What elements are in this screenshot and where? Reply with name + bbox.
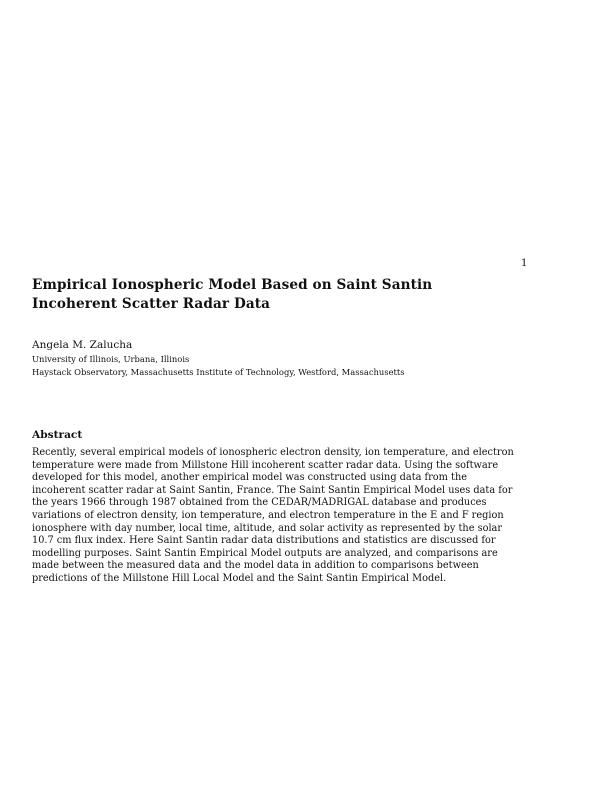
abstract-heading: Abstract	[32, 429, 83, 441]
abstract-line: developed for this model, another empirical model was constructed using data from the	[32, 472, 467, 484]
affiliation-2: Haystack Observatory, Massachusetts Institute of Technology, Westford, Massachusetts	[32, 367, 405, 377]
author-name: Angela M. Zalucha	[32, 339, 133, 351]
page-number: 1	[521, 258, 528, 269]
abstract-line: made between the measured data and the model data in addition to comparisons between	[32, 560, 479, 572]
abstract-line: modelling purposes. Saint Santin Empirical Model outputs are analyzed, and comparisons are	[32, 547, 498, 559]
abstract-line: variations of electron density, ion temperature, and electron temperature in the E and F region	[32, 509, 504, 521]
abstract-body	[32, 447, 524, 586]
affiliation-1: University of Illinois, Urbana, Illinois	[32, 354, 190, 364]
abstract-line: Recently, several empirical models of ionospheric electron density, ion temperature, and electron	[32, 447, 514, 458]
paper-title: Empirical Ionospheric Model Based on Saint Santin Incoherent Scatter Radar Data	[32, 277, 433, 312]
abstract-line: 10.7 cm flux index. Here Saint Santin radar data distributions and statistics are discussed for	[32, 535, 496, 547]
abstract-line: incoherent scatter radar at Saint Santin, France. The Saint Santin Empirical Model uses data for	[32, 484, 513, 496]
abstract-line: temperature were made from Millstone Hill incoherent scatter radar data. Using the software	[32, 459, 499, 471]
abstract-line: predictions of the Millstone Hill Local Model and the Saint Santin Empirical Model.	[32, 572, 447, 584]
abstract-line: ionosphere with day number, local time, altitude, and solar activity as represented by the solar	[32, 522, 503, 534]
abstract-line: the years 1966 through 1987 obtained from the CEDAR/MADRIGAL database and produces	[32, 497, 487, 509]
